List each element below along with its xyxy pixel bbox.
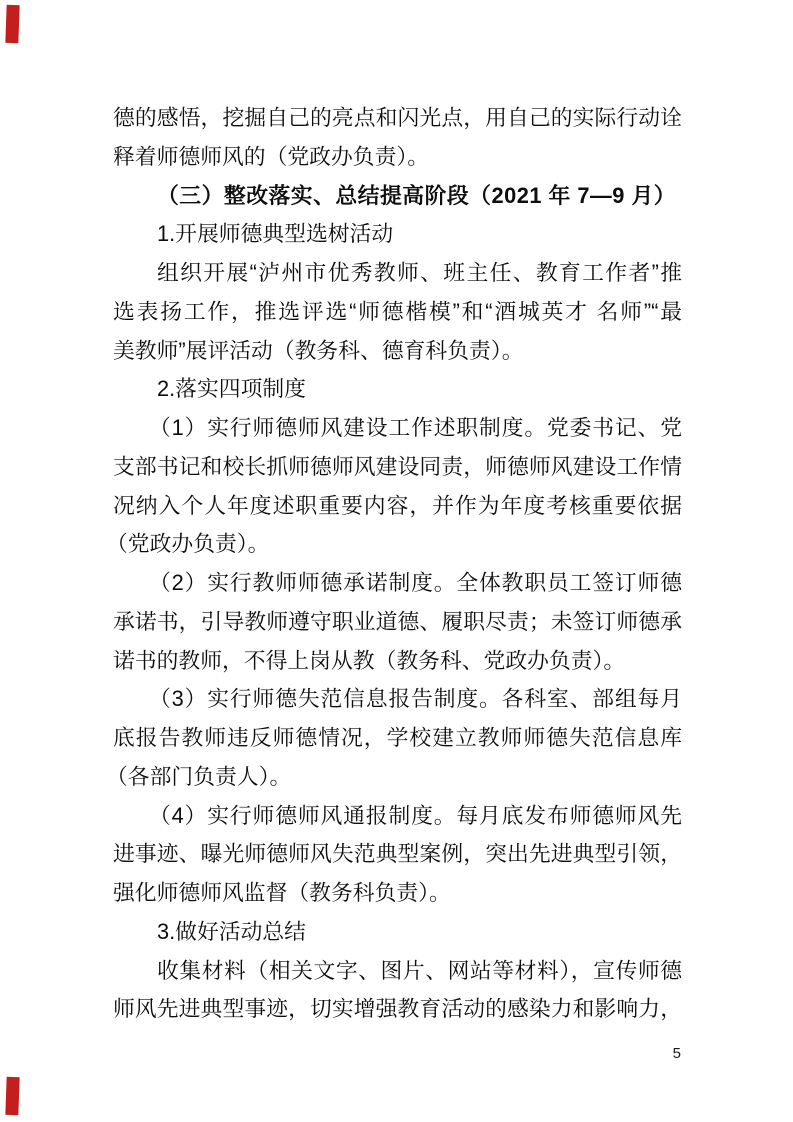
text-line: 1.开展师德典型选树活动 (157, 221, 394, 247)
text-line: 选表扬工作，推选评选“师德楷模”和“酒城英才 名师”“最 (113, 298, 682, 324)
text-line: 美教师”展评活动（教务科、德育科负责）。 (113, 337, 524, 363)
section-heading: （三）整改落实、总结提高阶段（2021 年 7—9 月） (157, 182, 677, 208)
text-line: 承诺书，引导教师遵守职业道德、履职尽责；未签订师德承 (113, 608, 682, 634)
text-line: （3）实行师德失范信息报告制度。各科室、部组每月 (149, 686, 682, 712)
text-line: 德的感悟，挖掘自己的亮点和闪光点，用自己的实际行动诠 (113, 105, 682, 130)
text-line: （4）实行师德师风通报制度。每月底发布师德师风先 (149, 802, 682, 828)
text-line: （2）实行教师师德承诺制度。全体教职员工签订师德 (149, 570, 682, 595)
text-line: （各部门负责人）。 (106, 763, 292, 789)
red-corner-mark-top-left (5, 5, 19, 43)
red-corner-mark-bottom-left (5, 1077, 19, 1115)
text-line: 强化师德师风监督（教务科负责）。 (113, 880, 451, 905)
text-line: （党政办负责）。 (106, 531, 270, 557)
text-line: 释着师德师风的（党政办负责）。 (113, 143, 430, 169)
text-line: 支部书记和校长抓师德师风建设同责，师德师风建设工作情 (113, 453, 682, 479)
text-line: 底报告教师违反师德情况，学校建立教师师德失范信息库 (113, 725, 682, 750)
text-line: 3.做好活动总结 (157, 918, 306, 944)
text-line: 组织开展“泸州市优秀教师、班主任、教育工作者”推 (157, 260, 682, 285)
page-number: 5 (672, 1045, 681, 1062)
text-line: 收集材料（相关文字、图片、网站等材料），宣传师德 (157, 957, 682, 983)
text-line: 况纳入个人年度述职重要内容，并作为年度考核重要依据 (113, 492, 682, 518)
text-line: 师风先进典型事迹，切实增强教育活动的感染力和影响力， (113, 996, 682, 1022)
document-lines (106, 99, 682, 1029)
text-line: 诺书的教师，不得上岗从教（教务科、党政办负责）。 (113, 647, 626, 673)
text-line: （1）实行师德师风建设工作述职制度。党委书记、党 (149, 415, 682, 440)
text-line: 2.落实四项制度 (157, 376, 306, 402)
text-line: 进事迹、曝光师德师风失范典型案例，突出先进典型引领， (113, 841, 682, 867)
